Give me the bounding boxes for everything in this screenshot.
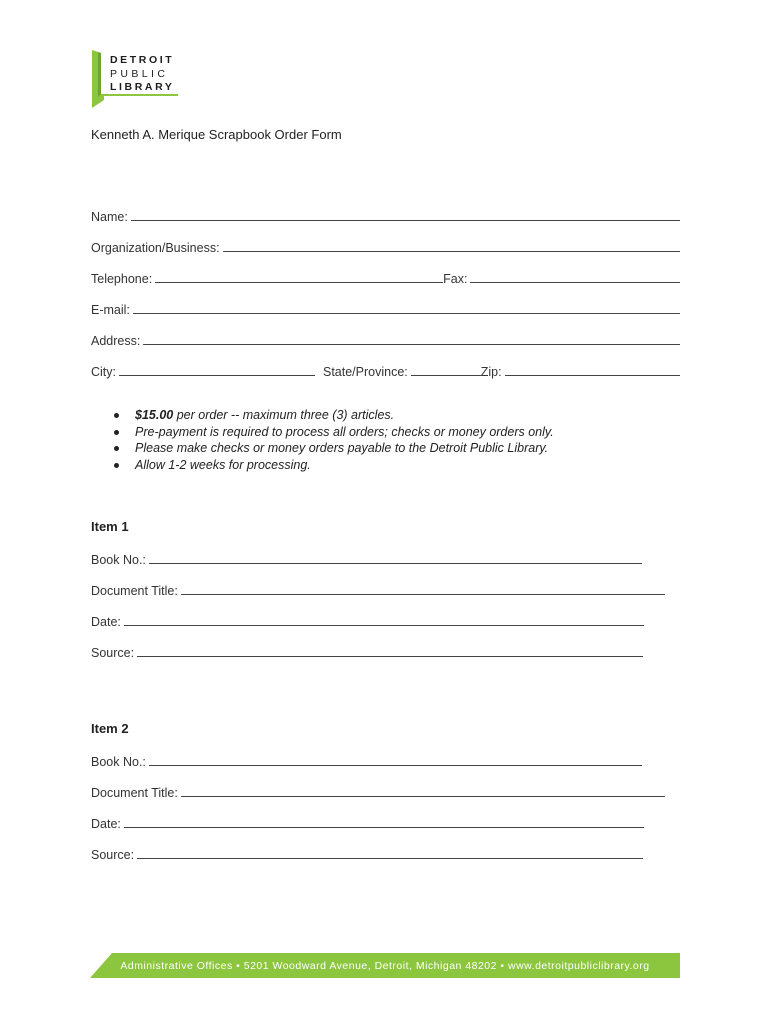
item-2-date-field[interactable] [91,813,644,831]
organization-line[interactable] [223,251,680,252]
fax-line[interactable] [470,282,680,283]
list-item [112,457,554,474]
telephone-fax-row [91,268,680,286]
state-line[interactable] [411,375,481,376]
bullet-icon [114,413,119,418]
item-1-date-field[interactable] [91,611,644,629]
item-2-heading: Item 2 [91,721,129,736]
name-label: Name: [91,210,128,224]
footer-banner [90,953,680,978]
document-title-line[interactable] [181,594,665,595]
source-line[interactable] [137,656,643,657]
name-line[interactable] [131,220,680,221]
item-1-heading: Item 1 [91,519,129,534]
city-label: City: [91,365,116,379]
address-label: Address: [91,334,141,348]
city-state-zip-row [91,361,680,379]
document-title-line[interactable] [181,796,665,797]
organization-field[interactable] [91,237,680,255]
footer-notch [90,953,112,978]
item-1-document-title-field[interactable] [91,580,665,598]
bullet-icon [114,446,119,451]
email-line[interactable] [133,313,680,314]
organization-label: Organization/Business: [91,241,220,255]
book-no-label: Book No.: [91,755,146,769]
item-2-book-no-field[interactable] [91,751,642,769]
item-1-source-field[interactable] [91,642,643,660]
processing-text: Allow 1-2 weeks for processing. [135,457,311,472]
item-2-document-title-field[interactable] [91,782,665,800]
detroit-public-library-logo [92,50,192,108]
zip-line[interactable] [505,375,680,376]
book-no-label: Book No.: [91,553,146,567]
date-label: Date: [91,615,121,629]
telephone-line[interactable] [155,282,443,283]
telephone-label: Telephone: [91,272,153,286]
list-item [112,440,554,457]
list-item [112,424,554,441]
list-item [112,407,554,424]
email-label: E-mail: [91,303,130,317]
logo-line-library: LIBRARY [110,81,175,93]
city-line[interactable] [119,375,315,376]
item-1-book-no-field[interactable] [91,549,642,567]
book-no-line[interactable] [149,765,642,766]
logo-line-detroit: DETROIT [110,54,175,66]
order-instructions-list [112,407,554,473]
form-title: Kenneth A. Merique Scrapbook Order Form [91,127,342,142]
date-label: Date: [91,817,121,831]
fax-label: Fax: [443,272,468,286]
document-title-label: Document Title: [91,584,178,598]
book-no-line[interactable] [149,563,642,564]
prepayment-text: Pre-payment is required to process all orders; checks or money orders only. [135,424,554,439]
address-line[interactable] [143,344,680,345]
bullet-icon [114,463,119,468]
zip-label: Zip: [480,365,502,379]
document-title-label: Document Title: [91,786,178,800]
date-line[interactable] [124,625,644,626]
name-field[interactable] [91,206,680,224]
price-rest-text: per order -- maximum three (3) articles. [173,408,395,422]
date-line[interactable] [124,827,644,828]
source-label: Source: [91,646,135,660]
bullet-icon [114,430,119,435]
item-2-source-field[interactable] [91,844,643,862]
footer-address-text: Administrative Offices • 5201 Woodward Avenue, Detroit, Michigan 48202 • www.detroitpubliclibrary.org [120,959,650,972]
logo-line-public: PUBLIC [110,67,169,80]
email-field[interactable] [91,299,680,317]
state-label: State/Province: [323,365,408,379]
price-text: $15.00 [135,408,174,422]
source-label: Source: [91,848,135,862]
source-line[interactable] [137,858,643,859]
payable-text: Please make checks or money orders payable to the Detroit Public Library. [135,441,549,455]
address-field[interactable] [91,330,680,348]
